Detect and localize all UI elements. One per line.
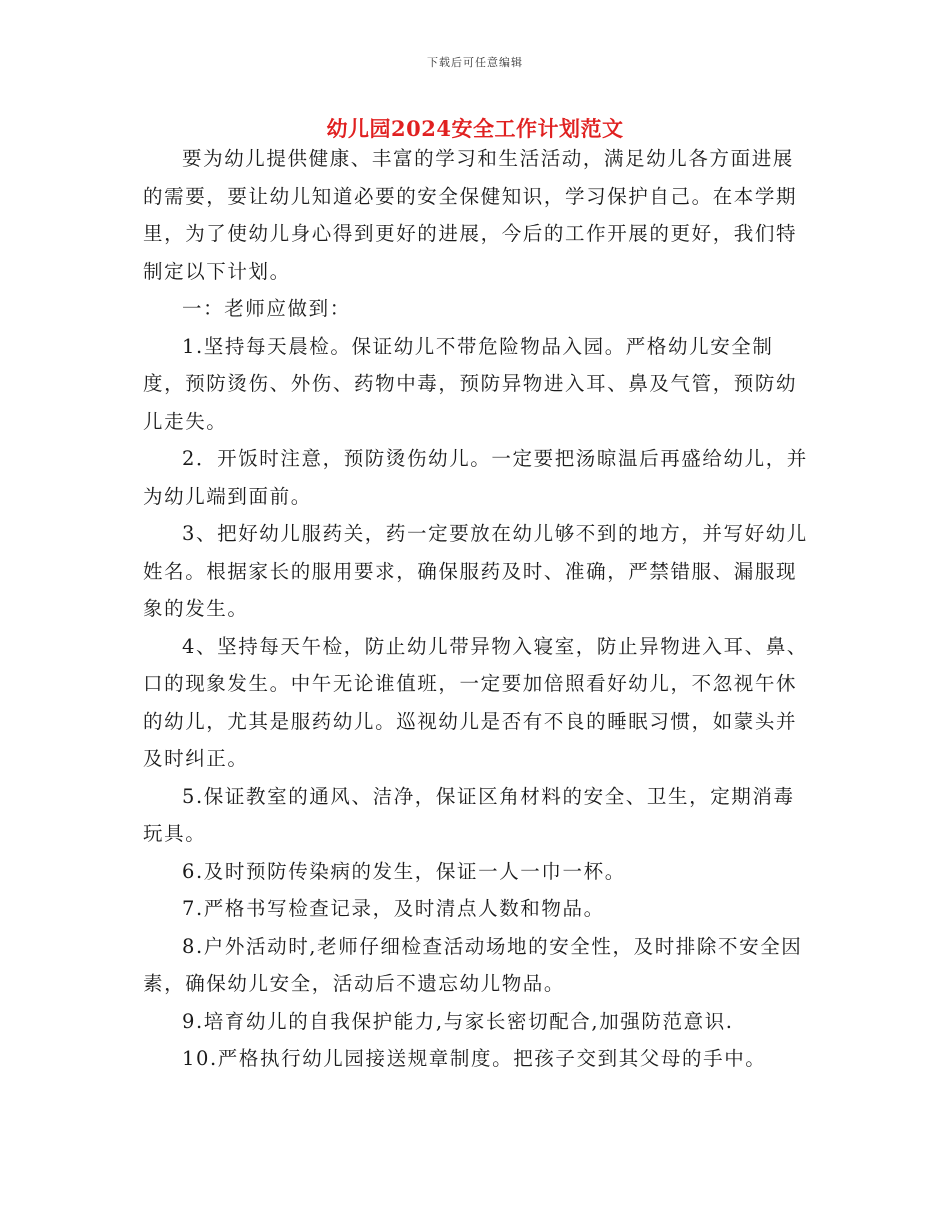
list-item-2: 2．开饭时注意，预防烫伤幼儿。一定要把汤晾温后再盛给幼儿，并为幼儿端到面前。 [143,447,808,508]
document-title: 幼儿园2024安全工作计划范文 [326,116,624,141]
list-item-4: 4、坚持每天午检，防止幼儿带异物入寝室，防止异物进入耳、鼻、口的现象发生。中午无论谁值班，一定要加倍照看好幼儿，不忽视午休的幼儿，尤其是服药幼儿。巡视幼儿是否有不良的睡眠习惯，如蒙头并及时纠正。 [143,634,808,770]
list-item-8: 8.户外活动时,老师仔细检查活动场地的安全性，及时排除不安全因素，确保幼儿安全，活动后不遗忘幼儿物品。 [143,934,803,995]
list-item-5: 5.保证教室的通风、洁净，保证区角材料的安全、卫生，定期消毒玩具。 [143,784,795,845]
document-body [143,140,808,1078]
intro-paragraph: 要为幼儿提供健康、丰富的学习和生活活动，满足幼儿各方面进展的需要，要让幼儿知道必要的安全保健知识，学习保护自己。在本学期里，为了使幼儿身心得到更好的进展，今后的工作开展的更好，我们特制定以下计划。 [143,147,798,283]
list-item-1: 1.坚持每天晨检。保证幼儿不带危险物品入园。严格幼儿安全制度，预防烫伤、外伤、药物中毒，预防异物进入耳、鼻及气管，预防幼儿走失。 [143,334,798,433]
list-item-7: 7.严格书写检查记录，及时清点人数和物品。 [182,897,605,920]
list-item-3: 3、把好幼儿服药关，药一定要放在幼儿够不到的地方，并写好幼儿姓名。根据家长的服用要求，确保服药及时、准确，严禁错服、漏服现象的发生。 [143,522,808,620]
header-note: 下载后可任意编辑 [427,56,523,69]
list-item-9: 9.培育幼儿的自我保护能力,与家长密切配合,加强防范意识. [182,1009,734,1033]
section-heading-teacher: 一：老师应做到： [182,297,351,320]
list-item-6: 6.及时预防传染病的发生，保证一人一巾一杯。 [182,859,626,883]
list-item-10: 10.严格执行幼儿园接送规章制度。把孩子交到其父母的手中。 [182,1047,767,1070]
